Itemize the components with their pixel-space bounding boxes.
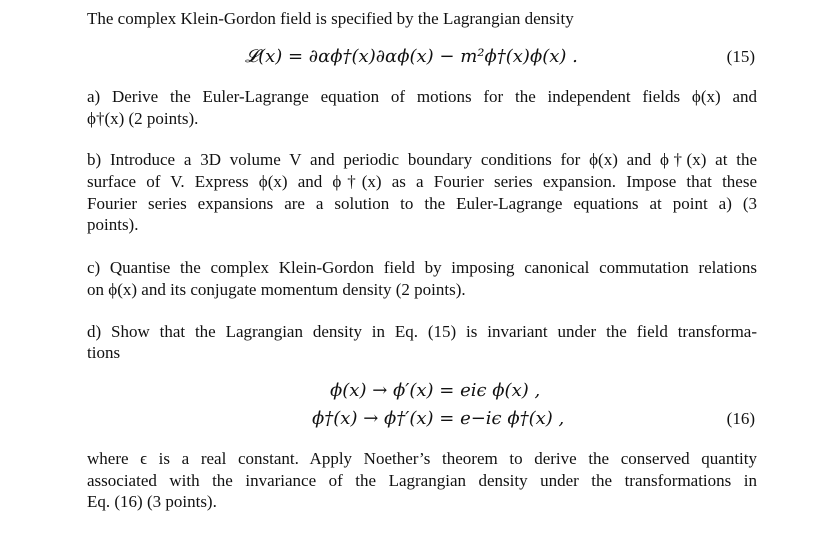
equation-16-line-1: ϕ(x) → ϕ′(x) = eiϵ ϕ(x) , <box>330 380 541 401</box>
part-b-line: points). <box>87 215 139 234</box>
equation-15: 𝓛(x) = ∂αϕ†(x)∂αϕ(x) − m²ϕ†(x)ϕ(x) . <box>245 46 578 67</box>
equation-16-line-2: ϕ†(x) → ϕ†′(x) = e−iϵ ϕ†(x) , <box>312 408 565 429</box>
part-c-line: on ϕ(x) and its conjugate momentum density (2 points). <box>87 280 466 299</box>
part-d-line: d) Show that the Lagrangian density in Eq. (15) is invariant under the field transforma- <box>87 322 757 341</box>
part-c-line: c) Quantise the complex Klein-Gordon field by imposing canonical commutation relations <box>87 258 757 277</box>
equation-16-number: (16) <box>726 409 755 428</box>
part-b-line: surface of V. Express ϕ(x) and ϕ†(x) as a Fourier series expansion. Impose that these <box>87 172 757 191</box>
part-b-line: b) Introduce a 3D volume V and periodic boundary conditions for ϕ(x) and ϕ†(x) at the <box>87 150 757 169</box>
part-a-line: a) Derive the Euler-Lagrange equation of motions for the independent fields ϕ(x) and <box>87 87 757 106</box>
closing-line: where ϵ is a real constant. Apply Noether’s theorem to derive the conserved quantity <box>87 449 757 468</box>
part-a-line: ϕ†(x) (2 points). <box>87 109 199 128</box>
intro-text: The complex Klein-Gordon field is specified by the Lagrangian density <box>87 9 574 28</box>
part-d-line: tions <box>87 343 121 362</box>
closing-line: associated with the invariance of the Lagrangian density under the transformations in <box>87 471 757 490</box>
equation-15-number: (15) <box>726 47 755 66</box>
closing-line: Eq. (16) (3 points). <box>87 492 217 511</box>
part-b-line: Fourier series expansions are a solution to the Euler-Lagrange equations at point a) (3 <box>87 194 757 213</box>
